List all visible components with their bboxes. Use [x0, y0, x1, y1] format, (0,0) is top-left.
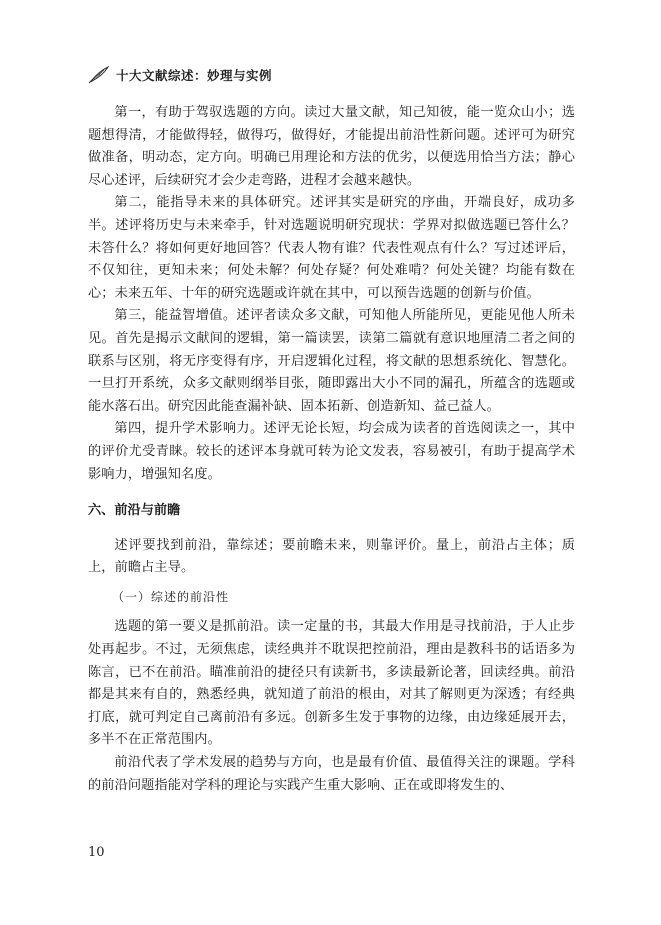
paragraph: 第四，提升学术影响力。述评无论长短，均会成为读者的首选阅读之一，其中的评价尤受青睐。较长的述评本身就可转为论文发表，容易被引，有助于提高学术影响力，增强知名度。 [88, 421, 575, 482]
header-title: 十大文献综述：妙理与实例 [116, 68, 273, 83]
body-text [88, 102, 575, 797]
paragraph: 第一，有助于驾驭选题的方向。读过大量文献，知己知彼，能一览众山小；选题想得清，才能做得轻，做得巧，做得好，才能提出前沿性新问题。述评可为研究做准备，明动态，定方向。明确已用理论和方法的优劣，以便选用恰当方法；静心尽心述评，后续研究才会少走弯路，进程才会越来越快。 [88, 105, 575, 188]
paragraph: 前沿代表了学术发展的趋势与方向，也是最有价值、最值得关注的课题。学科的前沿问题指能对学科的理论与实践产生重大影响、正在或即将发生的、 [88, 755, 575, 793]
section-heading: 六、前沿与前瞻 [88, 503, 181, 519]
subsection-heading: （一）综述的前沿性 [112, 589, 230, 604]
paragraph: 第三，能益智增值。述评者读众多文献，可知他人所能所见，更能见他人所未见。首先是揭示文献间的逻辑，第一篇读罢，读第二篇就有意识地厘清二者之间的联系与区别，将无序变得有序，开启逻辑化过程，将文献的思想系统化、智慧化。一旦打开系统，众多文献则纲举目张，随即露出大小不同的漏孔，所蕴含的选题或能水落石出。研究因此能查漏补缺、固本拓新、创造新知、益己益人。 [88, 308, 575, 414]
running-header [88, 66, 272, 84]
paragraph: 述评要找到前沿，靠综述；要前瞻未来，则靠评价。量上，前沿占主体；质上，前瞻占主导。 [88, 537, 575, 576]
paragraph: 第二，能指导未来的具体研究。述评其实是研究的序曲，开端良好，成功多半。述评将历史与未来牵手，针对选题说明研究现状：学界对拟做选题已答什么？未答什么？将如何更好地回答？代表人物有谁？代表性观点有什么？写过述评后，不仅知往，更知未来；何处未解？何处存疑？何处难啃？何处关键？均能有数在心；未来五年、十年的研究选题或许就在其中，可以预告选题的创新与价值。 [88, 195, 575, 301]
paragraph: 选题的第一要义是抓前沿。读一定量的书，其最大作用是寻找前沿，于人止步处再起步。不过，无须焦虑，读经典并不耽误把控前沿，理由是教科书的话语多为陈言，已不在前沿。瞄准前沿的捷径只有读新书，多读最新论著，回读经典。前沿都是其来有自的，熟悉经典，就知道了前沿的根由，对其了解则更为深透；有经典打底，就可判定自己离前沿有多远。创新多生发于事物的边缘，由边缘延展开去，多半不在正常范围内。 [88, 619, 575, 748]
page-number: 10 [88, 845, 105, 860]
feather-pen-icon [88, 66, 110, 84]
